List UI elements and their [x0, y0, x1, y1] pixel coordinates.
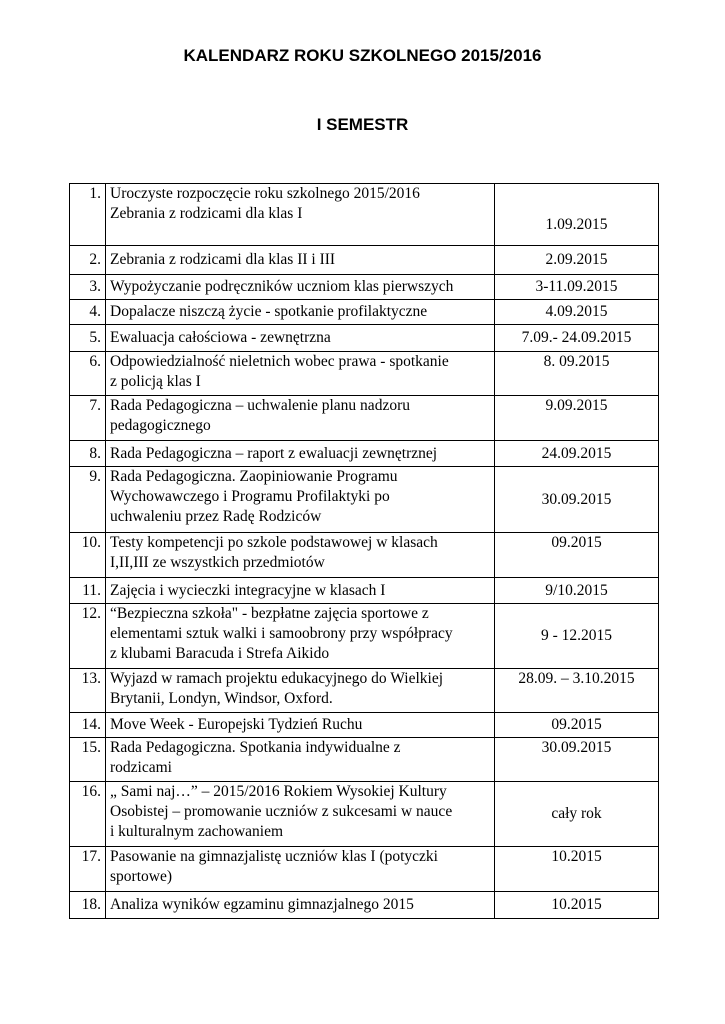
event-date: 9.09.2015 — [495, 396, 659, 441]
table-row — [70, 467, 659, 533]
table-row — [70, 275, 659, 300]
event-description: Uroczyste rozpoczęcie roku szkolnego 2015/2016 Zebrania z rodzicami dla klas I — [106, 184, 495, 246]
document-title: KALENDARZ ROKU SZKOLNEGO 2015/2016 — [183, 46, 542, 65]
event-date: 9/10.2015 — [495, 578, 659, 604]
event-date: 30.09.2015 — [495, 738, 659, 782]
row-number: 3. — [70, 275, 106, 300]
event-date: 30.09.2015 — [495, 467, 659, 533]
event-description: Rada Pedagogiczna. Spotkania indywidualne z rodzicami — [106, 738, 495, 782]
table-row — [70, 246, 659, 275]
event-description: „ Sami naj…” – 2015/2016 Rokiem Wysokiej Kultury Osobistej – promowanie uczniów z sukcesami w nauce i kulturalnym zachowaniem — [106, 782, 495, 847]
table-row — [70, 782, 659, 847]
row-number: 10. — [70, 533, 106, 578]
calendar-table — [69, 183, 659, 919]
event-description: Wyjazd w ramach projektu edukacyjnego do Wielkiej Brytanii, Londyn, Windsor, Oxford. — [106, 669, 495, 713]
table-row — [70, 713, 659, 738]
event-description: Zajęcia i wycieczki integracyjne w klasach I — [106, 578, 495, 604]
event-date: 24.09.2015 — [495, 441, 659, 467]
row-number: 12. — [70, 604, 106, 669]
row-number: 11. — [70, 578, 106, 604]
table-row — [70, 892, 659, 919]
row-number: 13. — [70, 669, 106, 713]
semester-heading: I SEMESTR — [316, 115, 409, 134]
row-number: 9. — [70, 467, 106, 533]
event-date: 10.2015 — [495, 847, 659, 892]
event-description: Testy kompetencji po szkole podstawowej w klasach I,II,III ze wszystkich przedmiotów — [106, 533, 495, 578]
row-number: 7. — [70, 396, 106, 441]
event-description: Odpowiedzialność nieletnich wobec prawa - spotkanie z policją klas I — [106, 352, 495, 396]
row-number: 15. — [70, 738, 106, 782]
event-date: 28.09. – 3.10.2015 — [495, 669, 659, 713]
event-description: Rada Pedagogiczna – raport z ewaluacji zewnętrznej — [106, 441, 495, 467]
event-date: 7.09.- 24.09.2015 — [495, 325, 659, 352]
row-number: 2. — [70, 246, 106, 275]
event-description: Pasowanie na gimnazjalistę uczniów klas I (potyczki sportowe) — [106, 847, 495, 892]
table-row — [70, 604, 659, 669]
event-description: Move Week - Europejski Tydzień Ruchu — [106, 713, 495, 738]
row-number: 16. — [70, 782, 106, 847]
row-number: 4. — [70, 300, 106, 325]
event-description: Zebrania z rodzicami dla klas II i III — [106, 246, 495, 275]
event-date: 8. 09.2015 — [495, 352, 659, 396]
event-date: 10.2015 — [495, 892, 659, 919]
row-number: 8. — [70, 441, 106, 467]
table-row — [70, 578, 659, 604]
event-description: Wypożyczanie podręczników uczniom klas pierwszych — [106, 275, 495, 300]
event-date: cały rok — [495, 782, 659, 847]
table-row — [70, 300, 659, 325]
event-description: Rada Pedagogiczna. Zaopiniowanie Programu Wychowawczego i Programu Profilaktyki po uchwaleniu przez Radę Rodziców — [106, 467, 495, 533]
event-description: Dopalacze niszczą życie - spotkanie profilaktyczne — [106, 300, 495, 325]
event-description: Ewaluacja całościowa - zewnętrzna — [106, 325, 495, 352]
event-date: 2.09.2015 — [495, 246, 659, 275]
row-number: 6. — [70, 352, 106, 396]
table-row — [70, 325, 659, 352]
event-date: 3-11.09.2015 — [495, 275, 659, 300]
row-number: 5. — [70, 325, 106, 352]
event-date: 1.09.2015 — [495, 184, 659, 246]
event-description: Rada Pedagogiczna – uchwalenie planu nadzoru pedagogicznego — [106, 396, 495, 441]
event-date: 9 - 12.2015 — [495, 604, 659, 669]
table-row — [70, 533, 659, 578]
row-number: 18. — [70, 892, 106, 919]
event-date: 09.2015 — [495, 533, 659, 578]
event-date: 4.09.2015 — [495, 300, 659, 325]
event-date: 09.2015 — [495, 713, 659, 738]
table-row — [70, 396, 659, 441]
row-number: 14. — [70, 713, 106, 738]
table-row — [70, 738, 659, 782]
event-description: Analiza wyników egzaminu gimnazjalnego 2015 — [106, 892, 495, 919]
table-row — [70, 352, 659, 396]
event-description: “Bezpieczna szkoła" - bezpłatne zajęcia sportowe z elementami sztuk walki i samoobrony przy współpracy z klubami Baracuda i Strefa Aikido — [106, 604, 495, 669]
table-row — [70, 669, 659, 713]
row-number: 17. — [70, 847, 106, 892]
table-row — [70, 847, 659, 892]
table-row — [70, 441, 659, 467]
row-number: 1. — [70, 184, 106, 246]
table-row — [70, 184, 659, 246]
